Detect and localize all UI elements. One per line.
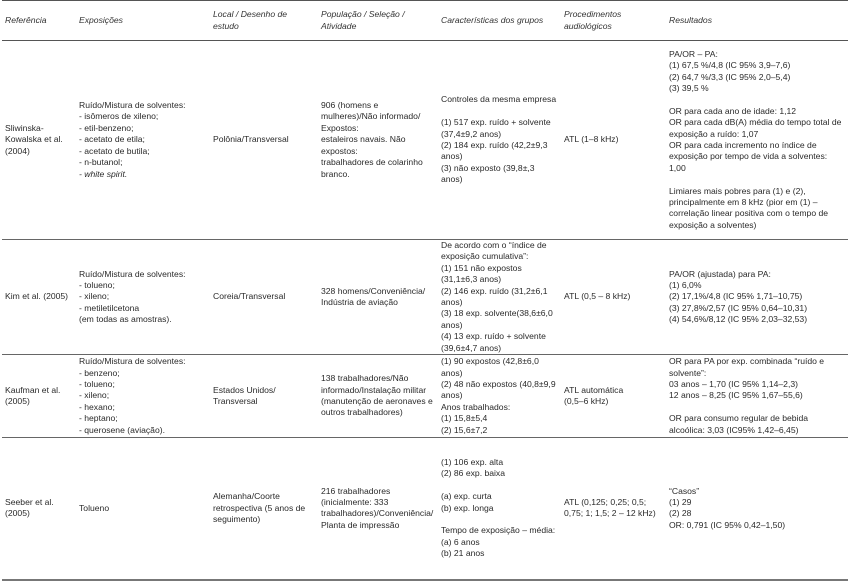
- cell-procedimentos: ATL (0,125; 0,25; 0,5; 0,75; 1; 1,5; 2 – 12 kHz): [564, 496, 656, 519]
- cell-exposicoes: Ruído/Mistura de solventes: - tolueno; - xileno; - metiletilcetona (em todas as amostras).: [79, 268, 186, 325]
- cell-referencia: Sliwinska- Kowalska et al. (2004): [5, 122, 63, 156]
- cell-populacao: 906 (homens e mulheres)/Não informado/ Expostos: estaleiros navais. Não expostos: trabalhadores de colarinho branco.: [321, 100, 423, 179]
- cell-resultados: “Casos” (1) 29 (2) 28 OR: 0,791 (IC 95% 0,42–1,50): [669, 485, 786, 530]
- cell-caracteristicas: Controles da mesma empresa (1) 517 exp. ruído + solvente (37,4±9,2 anos) (2) 184 exp. ruído (42,2±9,3 anos) (3) não exposto (39,8±,3 anos): [441, 94, 557, 185]
- header-local: Local / Desenho de estudo: [213, 9, 288, 31]
- cell-local: Coreia/Transversal: [213, 291, 286, 302]
- exposicoes-italic-text: - white spirit.: [79, 168, 128, 179]
- cell-exposicoes: Tolueno: [79, 502, 110, 513]
- cell-resultados: PA/OR (ajustada) para PA: (1) 6,0% (2) 17,1%/4,8 (IC 95% 1,71–10,75) (3) 27,8%/2,57 (IC 95% 0,64–10,31) (4) 54,6%/8,12 (IC 95% 2,03–32,53): [669, 268, 808, 325]
- header-procedimentos: Procedimentos audiológicos: [564, 9, 622, 31]
- cell-referencia: Seeber et al. (2005): [5, 496, 54, 519]
- cell-exposicoes: Ruído/Mistura de solventes: - benzeno; - tolueno; - xileno; - hexano; - heptano; - querosene (aviação).: [79, 356, 186, 435]
- header-resultados: Resultados: [669, 14, 712, 25]
- table-row: [2, 438, 848, 580]
- cell-caracteristicas: De acordo com o “índice de exposição cumulativa”: (1) 151 não expostos (31,1±6,3 anos) (2) 146 exp. ruído (31,2±6,1 anos) (3) 18 exp. solvente(38,6±6,0 anos) (4) 13 exp. ruído + solvente (39,6±4,7 anos): [441, 240, 553, 353]
- cell-caracteristicas: (1) 106 exp. alta (2) 86 exp. baixa (a) exp. curta (b) exp. longa Tempo de exposição – média: (a) 6 anos (b) 21 anos: [441, 456, 556, 559]
- cell-referencia: Kaufman et al. (2005): [5, 384, 61, 407]
- cell-populacao: 216 trabalhadores (inicialmente: 333 trabalhadores)/Conveniência/ Planta de impressão: [321, 485, 434, 530]
- table-header-row: [2, 1, 848, 41]
- table-row: [2, 240, 848, 355]
- cell-procedimentos: ATL (1–8 kHz): [564, 134, 619, 145]
- cell-populacao: 138 trabalhadores/Não informado/Instalação militar (manutenção de aeronaves e outros trabalhadores): [321, 373, 433, 418]
- cell-exposicoes: [76, 41, 210, 240]
- cell-populacao: 328 homens/Conveniência/ Indústria de aviação: [321, 285, 426, 308]
- cell-local: Polônia/Transversal: [213, 134, 289, 145]
- table-row: [2, 41, 848, 240]
- cell-procedimentos: ATL automática (0,5–6 kHz): [564, 384, 624, 407]
- cell-resultados: PA/OR – PA: (1) 67,5 %/4,8 (IC 95% 3,9–7,6) (2) 64,7 %/3,3 (IC 95% 2,0–5,4) (3) 39,5 % OR para cada ano de idade: 1,12 OR para cada dB(A) média do tempo total de exposição a ruído: 1,07 OR para cada incremento no índice de exposição por tempo de vida a solventes: 1,00 Limiares mais pobres para (1) e (2), principalmente em 8 kHz (pior em (1) – correlação linear positiva com o tempo de exposição a solventes): [669, 48, 842, 230]
- cell-caracteristicas: (1) 90 expostos (42,8±6,0 anos) (2) 48 não expostos (40,8±9,9 anos) Anos trabalhados: (1) 15,8±5,4 (2) 15,6±7,2: [441, 356, 556, 435]
- header-populacao: População / Seleção / Atividade: [321, 9, 405, 31]
- cell-procedimentos: ATL (0,5 – 8 kHz): [564, 291, 631, 302]
- exposicoes-text: Ruído/Mistura de solventes: - isômeros de xileno; - etil-benzeno; - acetato de etila; - acetato de butila; - n-butanol;: [79, 100, 186, 168]
- header-caracteristicas: Características dos grupos: [441, 14, 544, 25]
- studies-table: [2, 0, 848, 581]
- table-row: [2, 355, 848, 438]
- header-exposicoes: Exposições: [79, 14, 123, 25]
- cell-referencia: Kim et al. (2005): [5, 291, 69, 302]
- cell-local: Alemanha/Coorte retrospectiva (5 anos de seguimento): [213, 491, 306, 525]
- cell-local: Estados Unidos/ Transversal: [213, 384, 276, 407]
- cell-resultados: OR para PA por exp. combinada “ruído e solvente”: 03 anos – 1,70 (IC 95% 1,14–2,3) 12 anos – 8,25 (IC 95% 1,67–55,6) OR para consumo regular de bebida alcoólica: 3,03 (IC95% 1,42–6,45): [669, 356, 825, 435]
- header-referencia: Referência: [5, 14, 47, 25]
